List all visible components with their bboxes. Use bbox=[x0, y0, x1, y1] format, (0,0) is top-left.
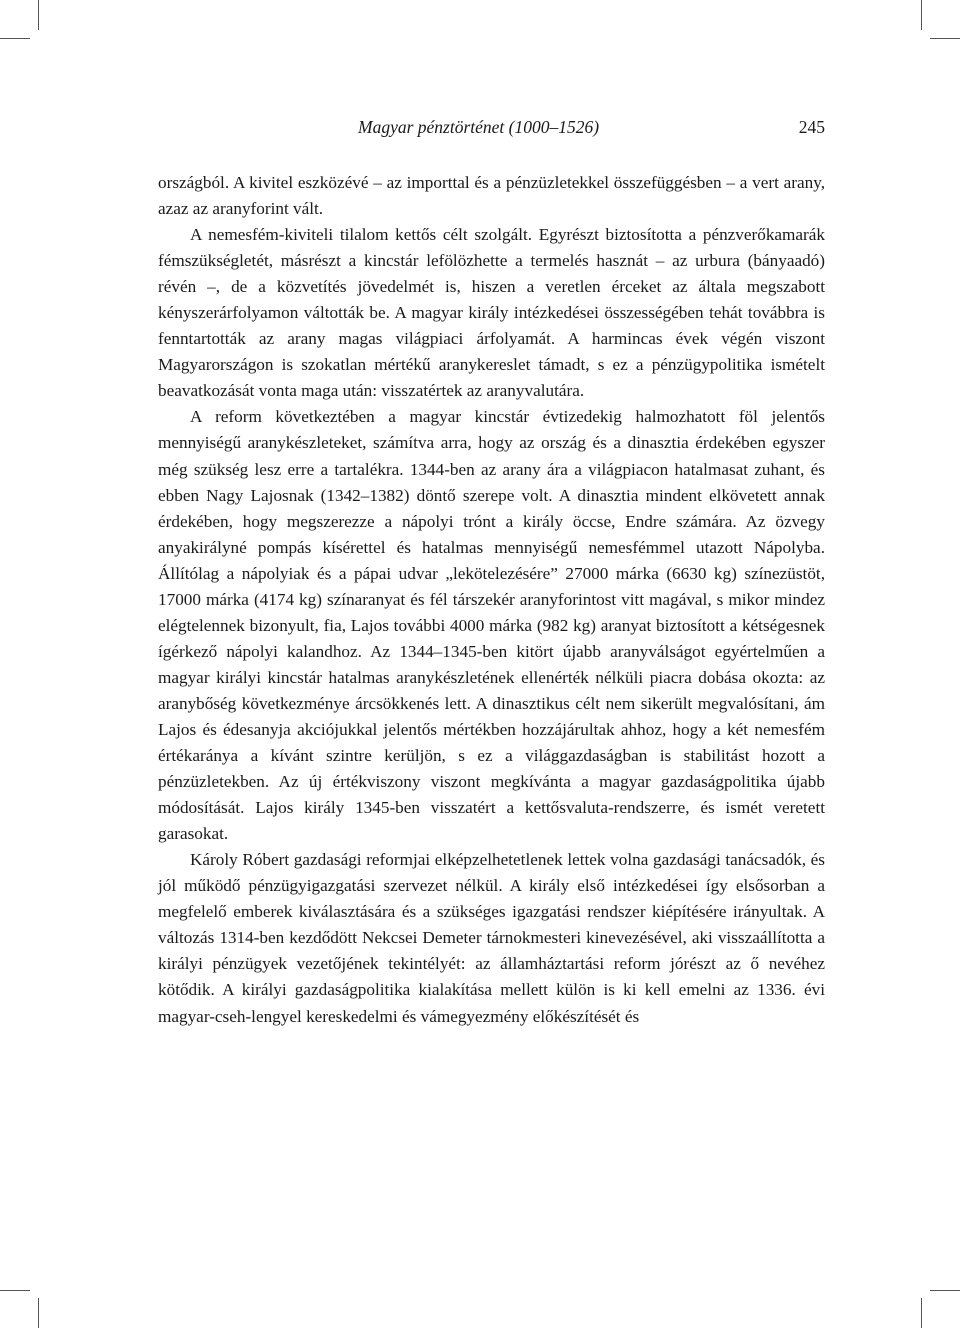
paragraph-4: Károly Róbert gazdasági reformjai elképzelhetetlenek lettek volna gazdasági tanácsadók, és jól működő pénzügyigazgatási szervezet nélkül. A király első intézkedései így elsősorban a megfelelő emberek kiválasztására és a szükséges igazgatási rendszer kiépítésére irányultak. A változás 1314-ben kezdődött Nekcsei Demeter tárnokmesteri kinevezésével, aki visszaállította a királyi pénzügyek vezetőjének tekintélyét: az államháztartási reform jórészt az ő nevéhez kötődik. A királyi gazdaságpolitika kialakítása mellett külön is ki kell emelni az 1336. évi magyar-cseh-lengyel kereskedelmi és vámegyezmény előkészítését és bbox=[158, 850, 825, 1026]
page-header bbox=[158, 117, 825, 141]
page-number: 245 bbox=[798, 117, 825, 137]
paragraph-1: országból. A kivitel eszközévé – az importtal és a pénzüzletekkel összefüggésben – a vert arany, azaz az aranyforint vált. bbox=[158, 173, 825, 219]
crop-mark-left-top bbox=[0, 38, 30, 39]
crop-mark-bottom-right bbox=[921, 1298, 922, 1328]
crop-mark-right-bottom bbox=[930, 1290, 960, 1291]
crop-mark-left-bottom bbox=[0, 1290, 30, 1291]
paragraph-3: A reform következtében a magyar kincstár évtizedekig halmozhatott föl jelentős mennyiségű aranykészleteket, számítva arra, hogy az ország és a dinasztia érdekében egyszer még szükség lesz erre a tartalékra. 1344-ben az arany ára a világpiacon hatalmasat zuhant, és ebben Nagy Lajosnak (1342–1382) döntő szerepe volt. A dinasztia mindent elkövetett annak érdekében, hogy megszerezze a nápolyi trónt a király öccse, Endre számára. Az özvegy anyakirályné pompás kísérettel és hatalmas mennyiségű nemesfémmel utazott Nápolyba. Állítólag a nápolyiak és a pápai udvar „lekötelezésére” 27000 márka (6630 kg) színezüstöt, 17000 márka (4174 kg) színaranyat és fél társzekér aranyforintost vitt magával, s mikor mindez elégtelennek bizonyult, fia, Lajos további 4000 márka (982 kg) aranyat biztosított a kétségesnek ígérkező nápolyi kalandhoz. Az 1344–1345-ben kitört újabb aranyválságot egyértelműen a magyar királyi kincstár hatalmas aranykészletének ellenérték nélküli piacra dobása okozta: az aranybőség következménye árcsökkenés lett. A dinasztikus célt nem sikerült megvalósítani, ám Lajos és édesanyja akciójukkal jelentős mértékben hozzájárultak ahhoz, hogy a két nemesfém értékaránya a kívánt szintre kerüljön, s ez a világgazdaságban is stabilitást hozott a pénzüzletekben. Az új értékviszony viszont megkívánta a magyar gazdaságpolitika újabb módosítását. Lajos király 1345-ben visszatért a kettősvaluta-rendszerre, és ismét veretett garasokat. bbox=[158, 407, 825, 844]
paragraph-2: A nemesfém-kiviteli tilalom kettős célt szolgált. Egyrészt biztosította a pénzverőkamarák fémszükségletét, másrészt a kincstár lefölözhette a termelés hasznát – az urbura (bányaadó) révén –, de a közvetítés jövedelmét is, hiszen a veretlen érceket az általa megszabott kényszerárfolyamon váltották be. A magyar király intézkedései összességében tehát továbbra is fenntartották az arany magas világpiaci árfolyamát. A harmincas évek végén viszont Magyarországon is szokatlan mértékű aranykereslet támadt, s ez a pénzügypolitika ismételt beavatkozását vonta maga után: visszatértek az aranyvalutára. bbox=[158, 225, 825, 401]
running-title: Magyar pénztörténet (1000–1526) bbox=[358, 117, 600, 137]
crop-mark-top-right bbox=[921, 0, 922, 30]
crop-mark-bottom-left bbox=[38, 1298, 39, 1328]
crop-mark-right-top bbox=[930, 38, 960, 39]
body-text bbox=[158, 170, 825, 1030]
crop-mark-top-left bbox=[38, 0, 39, 30]
